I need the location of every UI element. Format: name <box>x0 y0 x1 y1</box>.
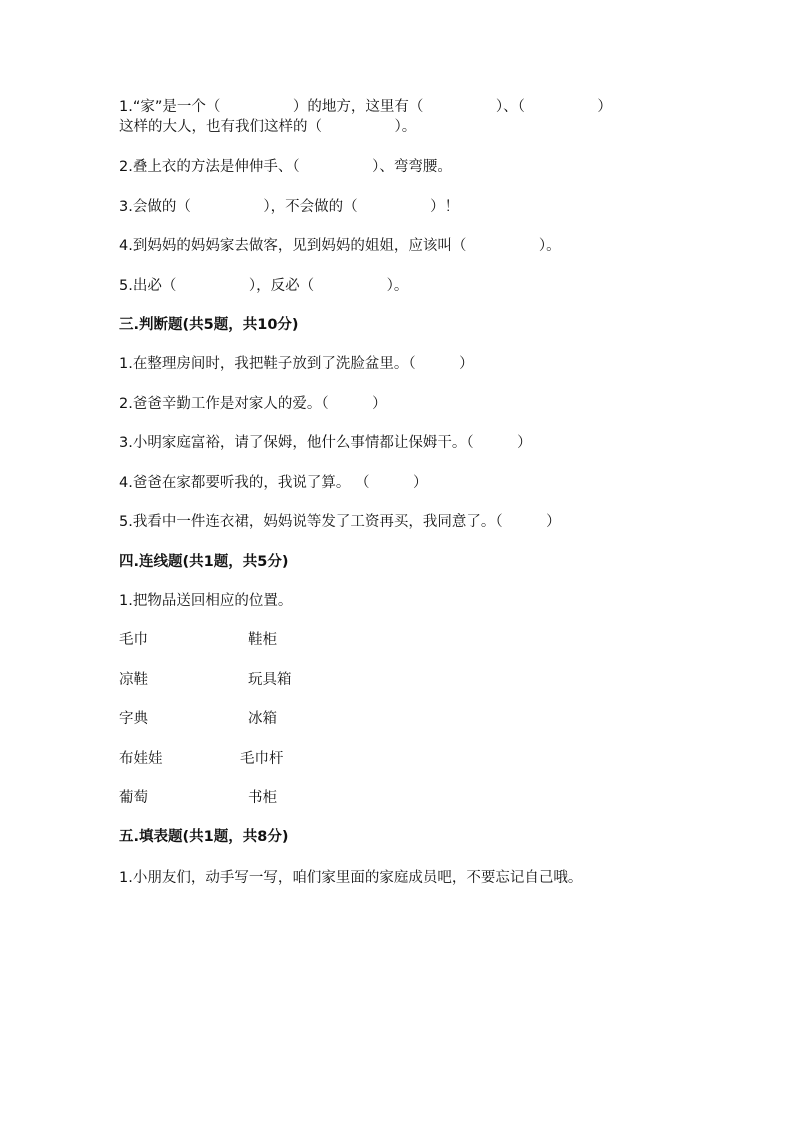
matching-left-item: 布娃娃 <box>119 751 163 767</box>
matching-right-item: 玩具箱 <box>248 672 292 688</box>
table-fill-prompt: 1.小朋友们，动手写一写，咱们家里面的家庭成员吧，不要忘记自己哦。 <box>119 870 583 886</box>
blank-question-1: 1.“家”是一个（ ）的地方，这里有（ ）、（ ） <box>119 99 612 115</box>
matching-prompt: 1.把物品送回相应的位置。 <box>119 593 293 609</box>
judgement-question-1: 1.在整理房间时，我把鞋子放到了洗脸盆里。（ ） <box>119 356 474 372</box>
matching-left-item: 毛巾 <box>119 632 148 648</box>
blank-question-3: 3.会做的（ ），不会做的（ ）！ <box>119 199 460 215</box>
judgement-question-3: 3.小明家庭富裕，请了保姆，他什么事情都让保姆干。（ ） <box>119 435 532 451</box>
judgement-question-2: 2.爸爸辛勤工作是对家人的爱。（ ） <box>119 396 387 412</box>
matching-left-item: 凉鞋 <box>119 672 148 688</box>
blank-question-5: 5.出必（ ），反必（ ）。 <box>119 278 409 294</box>
judgement-question-4: 4.爸爸在家都要听我的，我说了算。 （ ） <box>119 475 428 491</box>
matching-right-item: 书柜 <box>248 790 277 806</box>
matching-right-item: 冰箱 <box>248 711 277 727</box>
matching-heading: 四.连线题(共1题，共5分) <box>119 554 289 570</box>
matching-right-item: 毛巾杆 <box>240 751 284 767</box>
matching-left-item: 葡萄 <box>119 790 148 806</box>
blank-question-1-cont: 这样的大人，也有我们这样的（ ）。 <box>119 119 417 135</box>
matching-left-item: 字典 <box>119 711 148 727</box>
judgement-question-5: 5.我看中一件连衣裙，妈妈说等发了工资再买，我同意了。（ ） <box>119 514 561 530</box>
matching-right-item: 鞋柜 <box>248 632 277 648</box>
table-fill-heading: 五.填表题(共1题，共8分) <box>119 829 289 845</box>
blank-question-4: 4.到妈妈的妈妈家去做客，见到妈妈的姐姐，应该叫（ ）。 <box>119 238 561 254</box>
blank-question-2: 2.叠上衣的方法是伸伸手、（ ）、弯弯腰。 <box>119 159 452 175</box>
judgement-heading: 三.判断题(共5题，共10分) <box>119 317 299 333</box>
